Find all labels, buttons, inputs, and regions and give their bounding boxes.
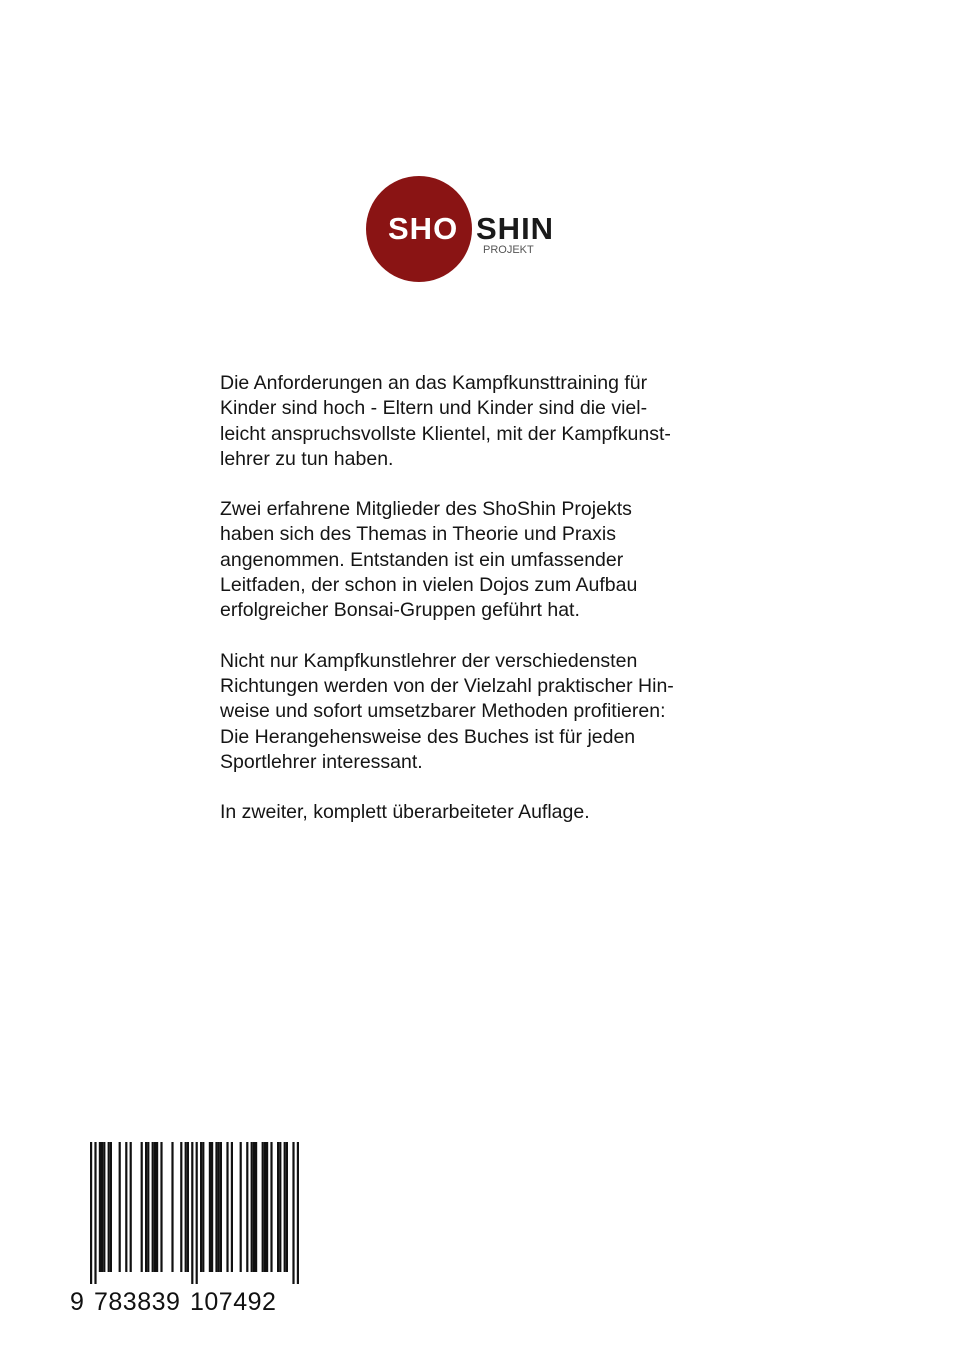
barcode-bar <box>262 1142 264 1272</box>
shoshin-logo-graphic <box>366 176 566 286</box>
barcode-bar <box>145 1142 147 1272</box>
barcode-bar <box>152 1142 154 1272</box>
barcode-bar <box>226 1142 228 1272</box>
barcode-bar <box>125 1142 127 1272</box>
barcode-bar <box>211 1142 213 1272</box>
back-cover-blurb <box>220 371 720 850</box>
barcode-bar <box>108 1142 110 1272</box>
barcode-guard-bar <box>196 1142 198 1284</box>
barcode-left-digits: 783839 <box>94 1288 181 1316</box>
barcode-bar <box>255 1142 257 1272</box>
barcode-graphic <box>70 1140 302 1316</box>
barcode-bar <box>185 1142 187 1272</box>
barcode-bar <box>110 1142 112 1272</box>
barcode-bar <box>130 1142 132 1272</box>
barcode-bar <box>160 1142 162 1272</box>
barcode-bar <box>277 1142 279 1272</box>
logo-subtitle: PROJEKT <box>483 244 534 256</box>
barcode-bar <box>284 1142 286 1272</box>
barcode-bar <box>156 1142 158 1272</box>
barcode-bar <box>240 1142 242 1272</box>
barcode-guard-bar <box>94 1142 96 1284</box>
barcode-bar <box>187 1142 189 1272</box>
barcode-bar <box>101 1142 103 1272</box>
barcode-bars <box>90 1142 299 1284</box>
blurb-paragraph-3: Nicht nur Kampfkunstlehrer der verschiedensten Richtungen werden von der Vielzahl praktischer Hin- weise und sofort umsetzbarer Methoden profitieren: Die Herangehensweise des Buches ist für jeden Sportlehrer interessant. <box>220 649 674 773</box>
barcode-bar <box>180 1142 182 1272</box>
logo-word-sho: SHO <box>388 211 459 246</box>
shoshin-logo <box>366 176 566 286</box>
blurb-paragraph-2: Zwei erfahrene Mitglieder des ShoShin Projekts haben sich des Themas in Theorie und Praxis angenommen. Entstanden ist ein umfassender Leitfaden, der schon in vielen Dojos zum Aufbau erfolgreicher Bonsai-Gruppen geführt hat. <box>220 498 638 622</box>
barcode-guard-bar <box>292 1142 294 1284</box>
blurb-paragraph-4: In zweiter, komplett überarbeiteter Auflage. <box>220 801 590 824</box>
barcode-bar <box>200 1142 202 1272</box>
barcode-right-digits: 107492 <box>190 1288 277 1316</box>
barcode-first-digit: 9 <box>70 1288 84 1316</box>
barcode-guard-bar <box>297 1142 299 1284</box>
barcode-bar <box>218 1142 220 1272</box>
barcode-bar <box>231 1142 233 1272</box>
barcode-bar <box>103 1142 105 1272</box>
isbn-barcode <box>70 1140 302 1316</box>
barcode-bar <box>141 1142 143 1272</box>
barcode-bar <box>253 1142 255 1272</box>
blurb-paragraph-1: Die Anforderungen an das Kampfkunsttraining für Kinder sind hoch - Eltern und Kinder sind die viel- leicht anspruchsvollste Klientel, mit der Kampfkunst- lehrer zu tun haben. <box>220 372 671 470</box>
barcode-bar <box>202 1142 204 1272</box>
barcode-bar <box>246 1142 248 1272</box>
barcode-bar <box>251 1142 253 1272</box>
barcode-bar <box>171 1142 173 1272</box>
barcode-bar <box>154 1142 156 1272</box>
barcode-guard-bar <box>191 1142 193 1284</box>
barcode-bar <box>266 1142 268 1272</box>
barcode-bar <box>209 1142 211 1272</box>
logo-word-shin: SHIN <box>476 211 555 246</box>
barcode-bar <box>220 1142 222 1272</box>
barcode-bar <box>270 1142 272 1272</box>
barcode-bar <box>215 1142 217 1272</box>
barcode-bar <box>119 1142 121 1272</box>
barcode-guard-bar <box>90 1142 92 1284</box>
barcode-bar <box>264 1142 266 1272</box>
barcode-bar <box>286 1142 288 1272</box>
barcode-bar <box>99 1142 101 1272</box>
barcode-bar <box>279 1142 281 1272</box>
barcode-bar <box>147 1142 149 1272</box>
